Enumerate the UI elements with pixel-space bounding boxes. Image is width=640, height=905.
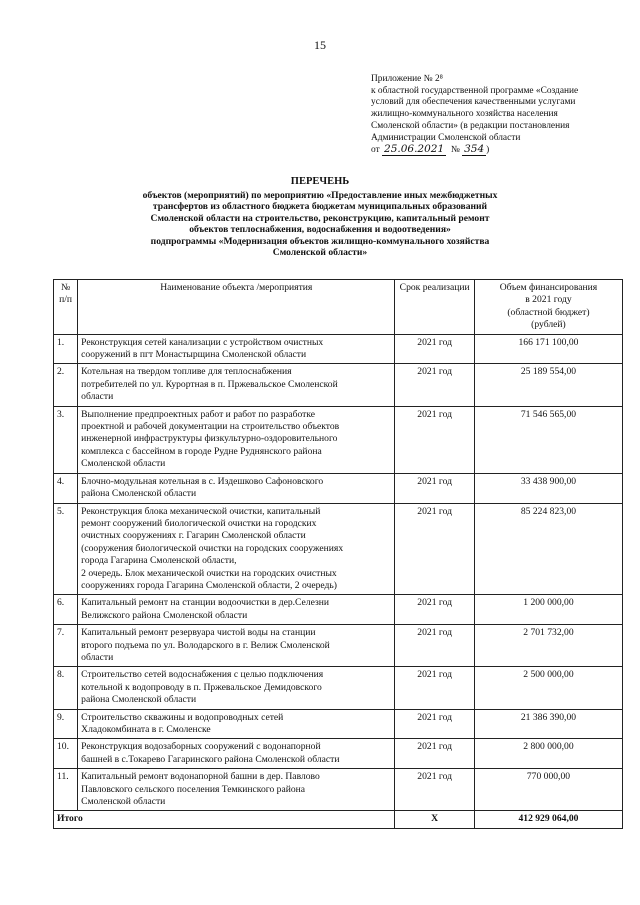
title-line: Смоленской области» [272, 247, 368, 258]
table-row [54, 473, 623, 503]
total-sum: 412 929 064,00 [474, 811, 622, 828]
row-term: 2021 год [395, 709, 475, 739]
row-sum: 71 546 565,00 [474, 406, 622, 473]
number-prefix: № [450, 145, 460, 156]
row-name [78, 364, 395, 406]
table-row [54, 739, 623, 769]
row-name-line: инженерной инфраструктуры физкультурно-оздоровительного [81, 433, 338, 445]
row-name-line: Реконструкция водозаборных сооружений с водонапорной [81, 741, 321, 753]
appendix-line: к областной государственной программе «Создание [371, 85, 579, 96]
table-row [54, 503, 623, 595]
header-sum-line: (областной бюджет) [507, 306, 590, 318]
handwritten-date: 25.06.2021 [384, 143, 445, 156]
row-sum: 2 500 000,00 [474, 667, 622, 709]
row-name [78, 769, 395, 811]
row-number: 6. [54, 595, 78, 625]
page-number: 15 [314, 38, 326, 52]
row-name [78, 334, 395, 364]
row-name [78, 473, 395, 503]
title-line: объектов теплоснабжения, водоснабжения и водоотведения» [189, 224, 451, 235]
appendix-line: Смоленской области» (в редакции постановления [371, 120, 570, 131]
header-sum [474, 280, 622, 335]
row-name-line: области [81, 651, 114, 663]
row-name-line: Капитальный ремонт водонапорной башни в дер. Павлово [81, 771, 320, 783]
row-name-line: проектной и рабочей документации на строительство объектов [81, 421, 340, 433]
row-name-line: города Гагарина Смоленской области, [81, 555, 237, 567]
row-name-line: Выполнение предпроектных работ и работ по разработке [81, 408, 316, 420]
title-line: трансфертов из областного бюджета бюджетам муниципальных образований [152, 201, 488, 212]
row-name-line: комплекса с бассейном в городе Рудне Руднянского района [81, 445, 322, 457]
row-name [78, 709, 395, 739]
appendix-line: Администрации Смоленской области [371, 132, 521, 143]
row-sum: 770 000,00 [474, 769, 622, 811]
appendix-date-line: от 25.06.2021 № 354 ) [371, 143, 490, 156]
table-row [54, 334, 623, 364]
row-name-line: сооружений в пгт Монастырщина Смоленской области [81, 349, 307, 361]
appendix-block [371, 74, 621, 157]
row-sum: 2 800 000,00 [474, 739, 622, 769]
row-name-line: Капитальный ремонт резервуара чистой воды на станции [81, 627, 316, 639]
table-row [54, 769, 623, 811]
row-name-line: Строительство сетей водоснабжения с целью подключения [81, 669, 324, 681]
row-name-line: Строительство скважины и водопроводных сетей [81, 711, 284, 723]
row-name [78, 406, 395, 473]
row-number: 11. [54, 769, 78, 811]
row-sum: 21 386 390,00 [474, 709, 622, 739]
row-name-line: Реконструкция блока механической очистки, капитальный [81, 505, 321, 517]
row-term: 2021 год [395, 406, 475, 473]
row-sum: 33 438 900,00 [474, 473, 622, 503]
row-name-line: Павловского сельского поселения Темкинского района [81, 783, 306, 795]
row-name-line: ремонт сооружений биологической очистки на городских [81, 517, 317, 529]
row-name [78, 503, 395, 595]
row-sum: 25 189 554,00 [474, 364, 622, 406]
document-title [110, 176, 530, 259]
row-number: 3. [54, 406, 78, 473]
row-number: 1. [54, 334, 78, 364]
row-term: 2021 год [395, 334, 475, 364]
table-row [54, 595, 623, 625]
header-term: Срок реализации [395, 280, 475, 335]
table-header-row [54, 280, 623, 335]
row-name-line: области [81, 391, 114, 403]
row-name-line: Смоленской области [81, 796, 166, 808]
row-name [78, 595, 395, 625]
row-name-line: Велижского района Смоленской области [81, 609, 248, 621]
table-row [54, 406, 623, 473]
row-number: 2. [54, 364, 78, 406]
row-term: 2021 год [395, 364, 475, 406]
row-name-line: Капитальный ремонт на станции водоочистки в дер.Селезни [81, 597, 330, 609]
row-name-line: очистных сооружениях г. Гагарин Смоленской области [81, 530, 306, 542]
row-name-line: второго подъема по ул. Володарского в г. Велиж Смоленской [81, 639, 330, 651]
table-row [54, 667, 623, 709]
row-term: 2021 год [395, 503, 475, 595]
table-body [54, 334, 623, 811]
row-name-line: района Смоленской области [81, 694, 197, 706]
row-name [78, 625, 395, 667]
title-main: ПЕРЕЧЕНЬ [290, 176, 350, 187]
total-label: Итого [54, 811, 395, 828]
table-row [54, 709, 623, 739]
row-number: 8. [54, 667, 78, 709]
row-number: 7. [54, 625, 78, 667]
row-sum: 2 701 732,00 [474, 625, 622, 667]
handwritten-number: 354 [464, 143, 485, 156]
row-name-line: Смоленской области [81, 458, 166, 470]
row-name-line: Блочно-модульная котельная в с. Издешково Сафоновского [81, 475, 324, 487]
row-number: 9. [54, 709, 78, 739]
row-sum: 1 200 000,00 [474, 595, 622, 625]
row-term: 2021 год [395, 473, 475, 503]
row-term: 2021 год [395, 625, 475, 667]
row-name-line: котельной к водопроводу в п. Пржевальское Демидовского [81, 681, 322, 693]
appendix-line: Приложение № 2⁸ [371, 74, 443, 84]
row-name-line: (сооружения биологической очистки на городских сооружениях [81, 542, 344, 554]
row-name-line: 2 очередь. Блок механической очистки на городских очистных [81, 567, 337, 579]
header-num: № п/п [54, 280, 78, 335]
row-term: 2021 год [395, 769, 475, 811]
row-term: 2021 год [395, 595, 475, 625]
row-name-line: Реконструкция сетей канализации с устройством очистных [81, 336, 324, 348]
row-term: 2021 год [395, 667, 475, 709]
row-sum: 85 224 823,00 [474, 503, 622, 595]
row-number: 5. [54, 503, 78, 595]
header-sum-line: (рублей) [531, 319, 566, 331]
row-name [78, 739, 395, 769]
title-line: Смоленской области на строительство, реконструкцию, капитальный ремонт [150, 212, 490, 224]
header-sum-line: в 2021 году [525, 294, 572, 306]
objects-table [53, 279, 623, 829]
row-name-line: Хладокомбината в г. Смоленске [81, 724, 211, 735]
row-name-line: сооружениях города Гагарина Смоленской области, 2 очередь) [81, 579, 337, 591]
row-term: 2021 год [395, 739, 475, 769]
row-number: 4. [54, 473, 78, 503]
total-term: Х [395, 811, 475, 828]
row-name-line: потребителей по ул. Курортная в п. Пржевальское Смоленской [81, 378, 338, 390]
row-name-line: башней в с.Токарево Гагаринского района Смоленской области [81, 753, 340, 765]
title-line: подпрограммы «Модернизация объектов жилищно-коммунального хозяйства [150, 235, 490, 247]
table-row [54, 364, 623, 406]
date-prefix: от [371, 145, 380, 156]
table-row [54, 625, 623, 667]
appendix-line: условий для обеспечения качественными услугами [371, 97, 576, 108]
row-sum: 166 171 100,00 [474, 334, 622, 364]
row-name [78, 667, 395, 709]
title-line: объектов (мероприятий) по мероприятию «Предоставление иных межбюджетных [142, 189, 498, 201]
header-name: Наименование объекта /мероприятия [78, 280, 395, 335]
row-name-line: Котельная на твердом топливе для теплоснабжения [81, 366, 292, 378]
row-name-line: района Смоленской области [81, 488, 197, 500]
total-row [54, 811, 623, 828]
header-sum-line: Объем финансирования [499, 282, 598, 293]
row-number: 10. [54, 739, 78, 769]
appendix-line: жилищно-коммунального хозяйства населения [371, 109, 558, 120]
